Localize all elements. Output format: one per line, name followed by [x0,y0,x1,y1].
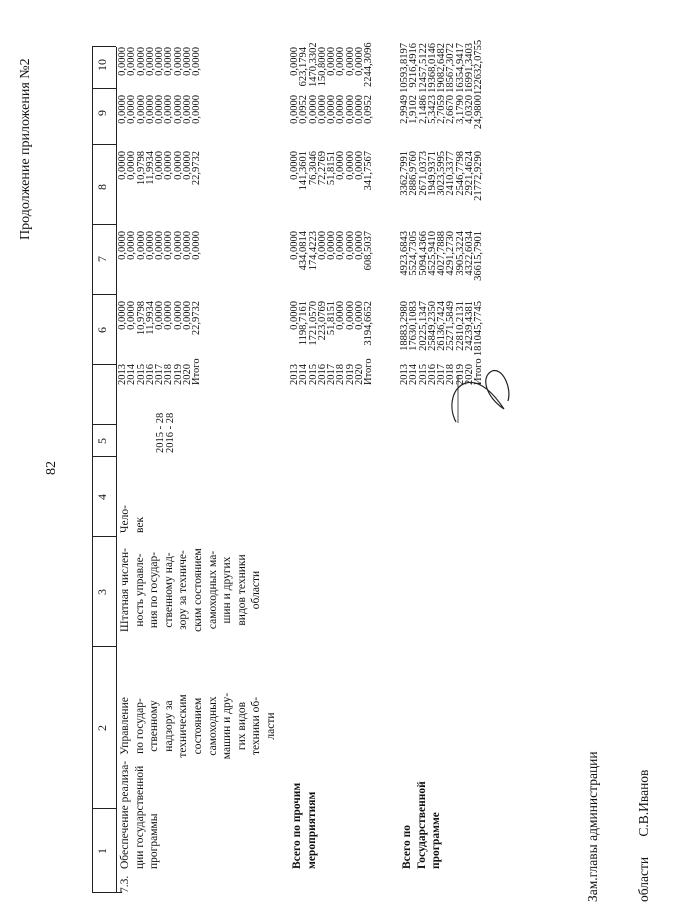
col-num-10: 10 [95,59,109,71]
total-other-label: Всего по прочим мероприятиям [291,782,318,869]
col-num-5: 5 [95,438,109,444]
signature-scribble [446,367,516,427]
row-col7: 0,0000 0,0000 0,0000 0,0000 0,0000 0,0000 0,0000 0,0000 0,0000 [117,231,203,260]
row-executor: Управление по государ- ственному надзору за техническим состоянием самоходных машин и дру- гих видов техники об- ласти [119,692,277,760]
row-years: 2013 2014 2015 2016 2017 2018 2019 2020 Итого [117,358,203,385]
total-other-col8: 0,0000 141,3601 76,3046 72,2769 51,8151 0,0000 0,0000 0,0000 341,7567 [289,151,375,191]
row-col8: 0,0000 0,0000 10,9798 11,9934 0,0000 0,0000 0,0000 0,0000 22,9732 [117,151,203,186]
footer-signature [550,751,686,902]
total-program-col9: 2,9949 1,9102 2,1486 5,3423 2,7059 2,6670 3,1790 4,0320 24,9800 [399,95,485,130]
row-values: 2015 - 28 2016 - 28 [155,412,176,453]
total-other-col9: 0,0000 0,0952 0,0000 0,0000 0,0000 0,0000 0,0000 0,0000 0,0952 [289,95,375,124]
col-num-1: 1 [95,848,109,854]
col-num-7: 7 [95,256,109,262]
total-program-col8: 3362,7991 2886,9760 2671,0373 1949,9371 3023,5995 2410,3377 2546,7798 2921,4624 21772,9290 [399,151,485,201]
row-unit: Чело- век [119,505,146,533]
total-other-col10: 0,0000 623,1794 1470,3302 150,8000 0,0000 0,0000 0,0000 0,0000 2244,3096 [289,42,375,87]
col-num-3: 3 [95,589,109,595]
total-program-years: 2013 2014 2015 2016 2017 2018 2019 2020 Итого [399,358,485,385]
row-col9: 0,0000 0,0000 0,0000 0,0000 0,0000 0,0000 0,0000 0,0000 0,0000 [117,95,203,124]
row-number: 7.3. [119,875,131,893]
total-program-col6: 18883,2980 17630,1083 20225,1347 25849,2350 26136,7424 25271,5849 22810,2131 24239,4381 181045,7745 [399,301,485,357]
total-other-col6: 0,0000 1198,7161 1721,0570 223,0769 51,8151 0,0000 0,0000 0,0000 3194,6652 [289,301,375,346]
row-col6: 0,0000 0,0000 10,9798 11,9934 0,0000 0,0000 0,0000 0,0000 22,9732 [117,301,203,336]
total-other-years: 2013 2014 2015 2016 2017 2018 2019 2020 Итого [289,358,375,385]
total-program-label: Всего по Государственной программе [401,781,443,869]
row-name: Обеспечение реализа- ции государственной программы [119,760,161,869]
continuation-header: Продолжение приложения №2 [18,58,33,240]
total-program-col10: 10593,8197 9216,4916 12457,5122 19368,0146 19082,6482 18567,3072 16354,9417 16991,3403 122632,0755 [399,39,485,95]
page-number: 82 [44,461,59,475]
col-num-8: 8 [95,184,109,190]
col-num-2: 2 [95,725,109,731]
footer-line-2: области С.В.Иванов [636,769,651,902]
row-indicator: Штатная числен- ность управле- ния по государ- ственному над- зору за техниче- ским состоянием самоходных ма- шин и других видов техники области [119,548,263,632]
total-program-col7: 4923,6843 5524,7305 5094,4366 4525,9410 4027,7888 4291,2730 3905,3224 4322,6034 36615,7901 [399,231,485,281]
footer-line-1: Зам.главы администрации [585,751,600,902]
row-col10: 0,0000 0,0000 0,0000 0,0000 0,0000 0,0000 0,0000 0,0000 0,0000 [117,47,203,76]
col-num-9: 9 [95,110,109,116]
col-num-6: 6 [95,327,109,333]
col-num-4: 4 [95,494,109,500]
total-other-col7: 0,0000 434,0814 174,4223 0,0000 0,0000 0,0000 0,0000 0,0000 608,5037 [289,231,375,271]
